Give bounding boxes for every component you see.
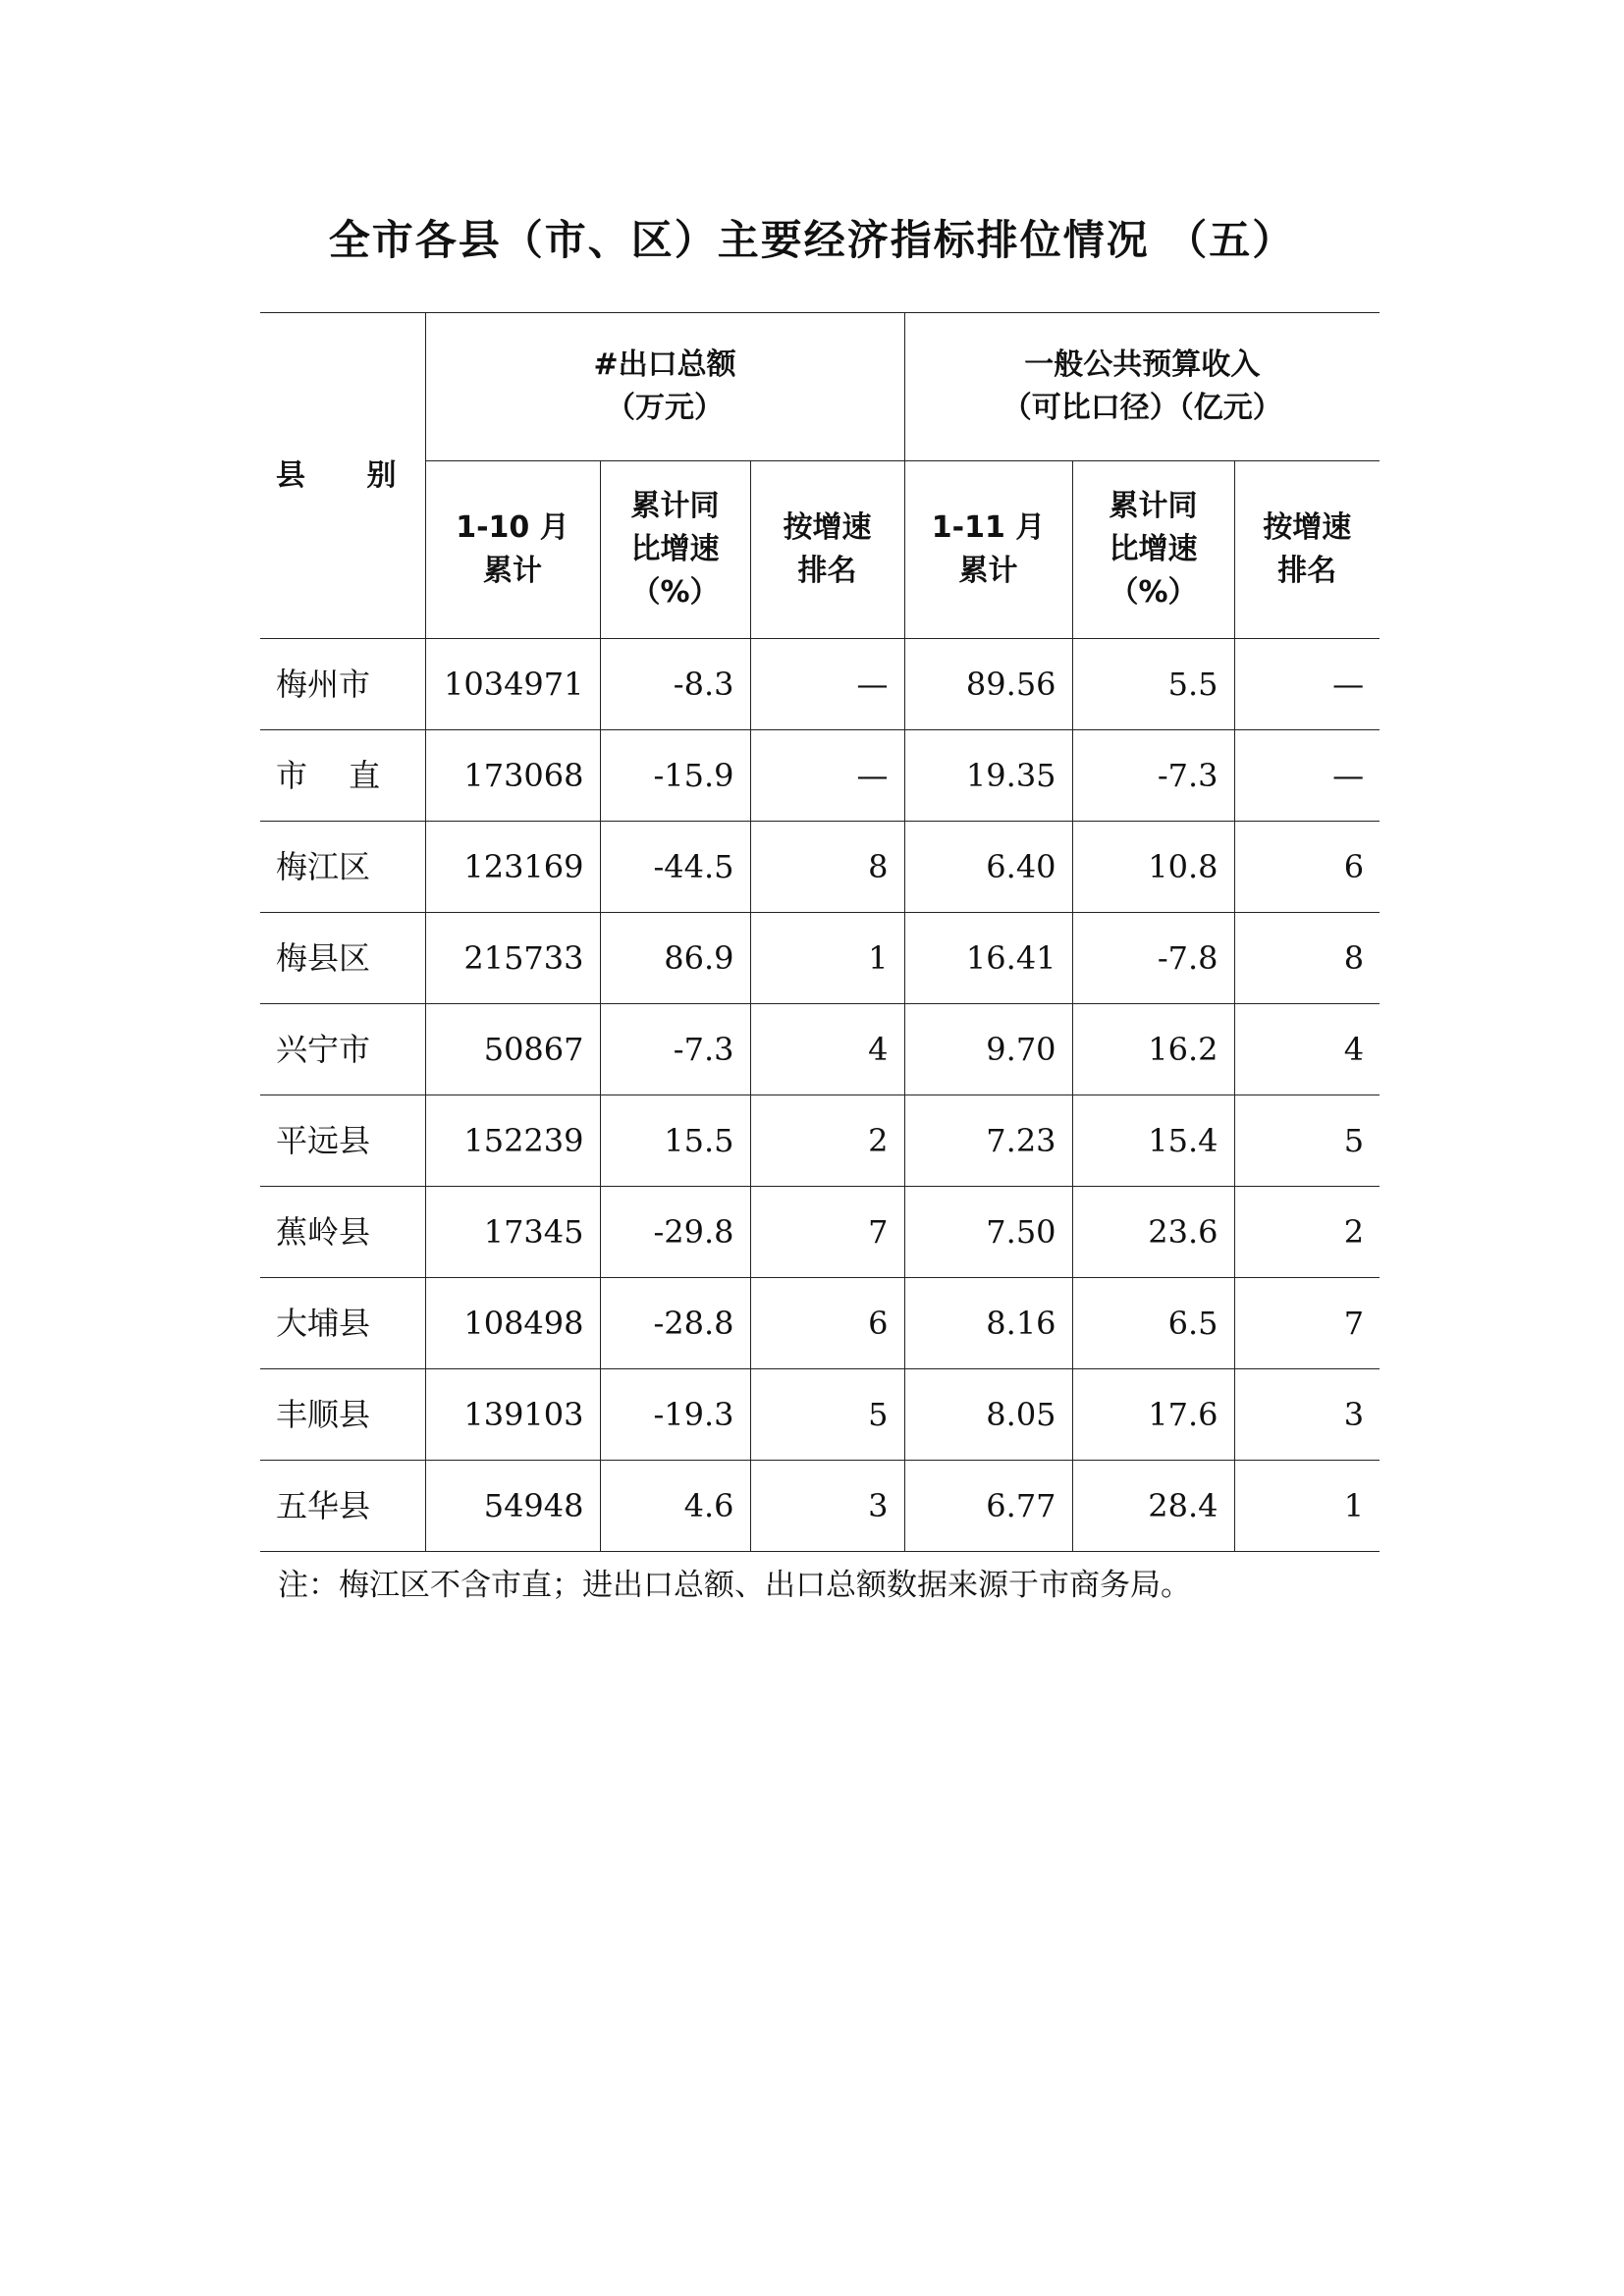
table-row (260, 639, 1380, 730)
group-header-unit: （可比口径）（亿元） (1001, 391, 1282, 425)
value-cell: 6.5 (1072, 1278, 1234, 1369)
budget-revenue-group-header (904, 313, 1380, 461)
value-cell: 10.8 (1072, 822, 1234, 913)
group-header-title: 一般公共预算收入 (1024, 347, 1261, 382)
county-name-cell: 梅江区 (260, 822, 425, 913)
sub-header-0 (425, 461, 600, 639)
value-cell: 1 (750, 913, 904, 1004)
value-cell: 1034971 (425, 639, 600, 730)
value-cell: 123169 (425, 822, 600, 913)
value-cell: 6.40 (904, 822, 1072, 913)
sub-header-1 (600, 461, 750, 639)
table-row (260, 822, 1380, 913)
county-name-cell: 丰顺县 (260, 1369, 425, 1461)
value-cell: -29.8 (600, 1187, 750, 1278)
value-cell: 15.5 (600, 1095, 750, 1187)
value-cell: 173068 (425, 730, 600, 822)
value-cell: 5 (750, 1369, 904, 1461)
sub-header-line: 1-11 月 (931, 510, 1046, 545)
value-cell: -7.3 (1072, 730, 1234, 822)
value-cell: 6.77 (904, 1461, 1072, 1552)
value-cell: 28.4 (1072, 1461, 1234, 1552)
county-name-cell: 市 直 (260, 730, 425, 822)
economic-indicators-table (260, 312, 1380, 1552)
value-cell: 8.16 (904, 1278, 1072, 1369)
value-cell: 6 (1234, 822, 1380, 913)
sub-header-row (260, 461, 1380, 639)
value-cell: 4 (1234, 1004, 1380, 1095)
county-name-cell: 五华县 (260, 1461, 425, 1552)
value-cell: 5.5 (1072, 639, 1234, 730)
value-cell: 16.2 (1072, 1004, 1234, 1095)
value-cell: 7 (750, 1187, 904, 1278)
table-body (260, 639, 1380, 1552)
value-cell: 6 (750, 1278, 904, 1369)
value-cell: 3 (1234, 1369, 1380, 1461)
export-total-group-header (425, 313, 904, 461)
group-header-unit: （万元） (606, 391, 725, 425)
table-row (260, 730, 1380, 822)
value-cell: 8 (1234, 913, 1380, 1004)
county-name-cell: 平远县 (260, 1095, 425, 1187)
value-cell: 8 (750, 822, 904, 913)
county-column-header: 县 别 (260, 313, 425, 639)
table-row (260, 1369, 1380, 1461)
county-name-cell: 蕉岭县 (260, 1187, 425, 1278)
table-row (260, 1461, 1380, 1552)
sub-header-line: （%） (1109, 575, 1198, 610)
value-cell: 152239 (425, 1095, 600, 1187)
sub-header-line: （%） (630, 575, 720, 610)
value-cell: 7.23 (904, 1095, 1072, 1187)
sub-header-line: 累计同 (1109, 489, 1198, 523)
value-cell: 86.9 (600, 913, 750, 1004)
value-cell: — (1234, 730, 1380, 822)
sub-header-line: 累计 (483, 554, 542, 588)
county-name-cell: 大埔县 (260, 1278, 425, 1369)
value-cell: — (750, 639, 904, 730)
value-cell: 3 (750, 1461, 904, 1552)
footnote: 注：梅江区不含市直；进出口总额、出口总额数据来源于市商务局。 (278, 1568, 1191, 1603)
sub-header-line: 比增速 (630, 532, 720, 566)
value-cell: 5 (1234, 1095, 1380, 1187)
table-row (260, 1095, 1380, 1187)
value-cell: 2 (750, 1095, 904, 1187)
value-cell: -28.8 (600, 1278, 750, 1369)
value-cell: — (750, 730, 904, 822)
value-cell: 4.6 (600, 1461, 750, 1552)
value-cell: 23.6 (1072, 1187, 1234, 1278)
value-cell: 4 (750, 1004, 904, 1095)
sub-header-2 (750, 461, 904, 639)
table-row (260, 913, 1380, 1004)
value-cell: -7.8 (1072, 913, 1234, 1004)
sub-header-line: 按增速 (783, 510, 872, 545)
value-cell: 16.41 (904, 913, 1072, 1004)
county-name-cell: 兴宁市 (260, 1004, 425, 1095)
value-cell: 8.05 (904, 1369, 1072, 1461)
sub-header-5 (1234, 461, 1380, 639)
sub-header-line: 累计 (958, 554, 1018, 588)
value-cell: 7 (1234, 1278, 1380, 1369)
value-cell: 139103 (425, 1369, 600, 1461)
value-cell: 15.4 (1072, 1095, 1234, 1187)
value-cell: 215733 (425, 913, 600, 1004)
sub-header-line: 排名 (1277, 554, 1337, 588)
table-row (260, 1187, 1380, 1278)
value-cell: -8.3 (600, 639, 750, 730)
value-cell: 7.50 (904, 1187, 1072, 1278)
sub-header-4 (1072, 461, 1234, 639)
sub-header-line: 排名 (797, 554, 857, 588)
value-cell: 2 (1234, 1187, 1380, 1278)
sub-header-3 (904, 461, 1072, 639)
sub-header-line: 1-10 月 (456, 510, 569, 545)
table-row (260, 1004, 1380, 1095)
value-cell: — (1234, 639, 1380, 730)
value-cell: 17345 (425, 1187, 600, 1278)
value-cell: 89.56 (904, 639, 1072, 730)
table-row (260, 1278, 1380, 1369)
page-title: 全市各县（市、区）主要经济指标排位情况 （五） (328, 216, 1296, 264)
sub-header-line: 累计同 (630, 489, 720, 523)
value-cell: 108498 (425, 1278, 600, 1369)
value-cell: -19.3 (600, 1369, 750, 1461)
value-cell: 9.70 (904, 1004, 1072, 1095)
value-cell: -44.5 (600, 822, 750, 913)
county-name-cell: 梅州市 (260, 639, 425, 730)
value-cell: 19.35 (904, 730, 1072, 822)
group-header-title: #出口总额 (593, 347, 736, 382)
sub-header-line: 比增速 (1109, 532, 1198, 566)
sub-header-line: 按增速 (1263, 510, 1352, 545)
value-cell: 1 (1234, 1461, 1380, 1552)
value-cell: 54948 (425, 1461, 600, 1552)
value-cell: -15.9 (600, 730, 750, 822)
group-header-row (260, 313, 1380, 461)
value-cell: 17.6 (1072, 1369, 1234, 1461)
county-name-cell: 梅县区 (260, 913, 425, 1004)
value-cell: 50867 (425, 1004, 600, 1095)
value-cell: -7.3 (600, 1004, 750, 1095)
